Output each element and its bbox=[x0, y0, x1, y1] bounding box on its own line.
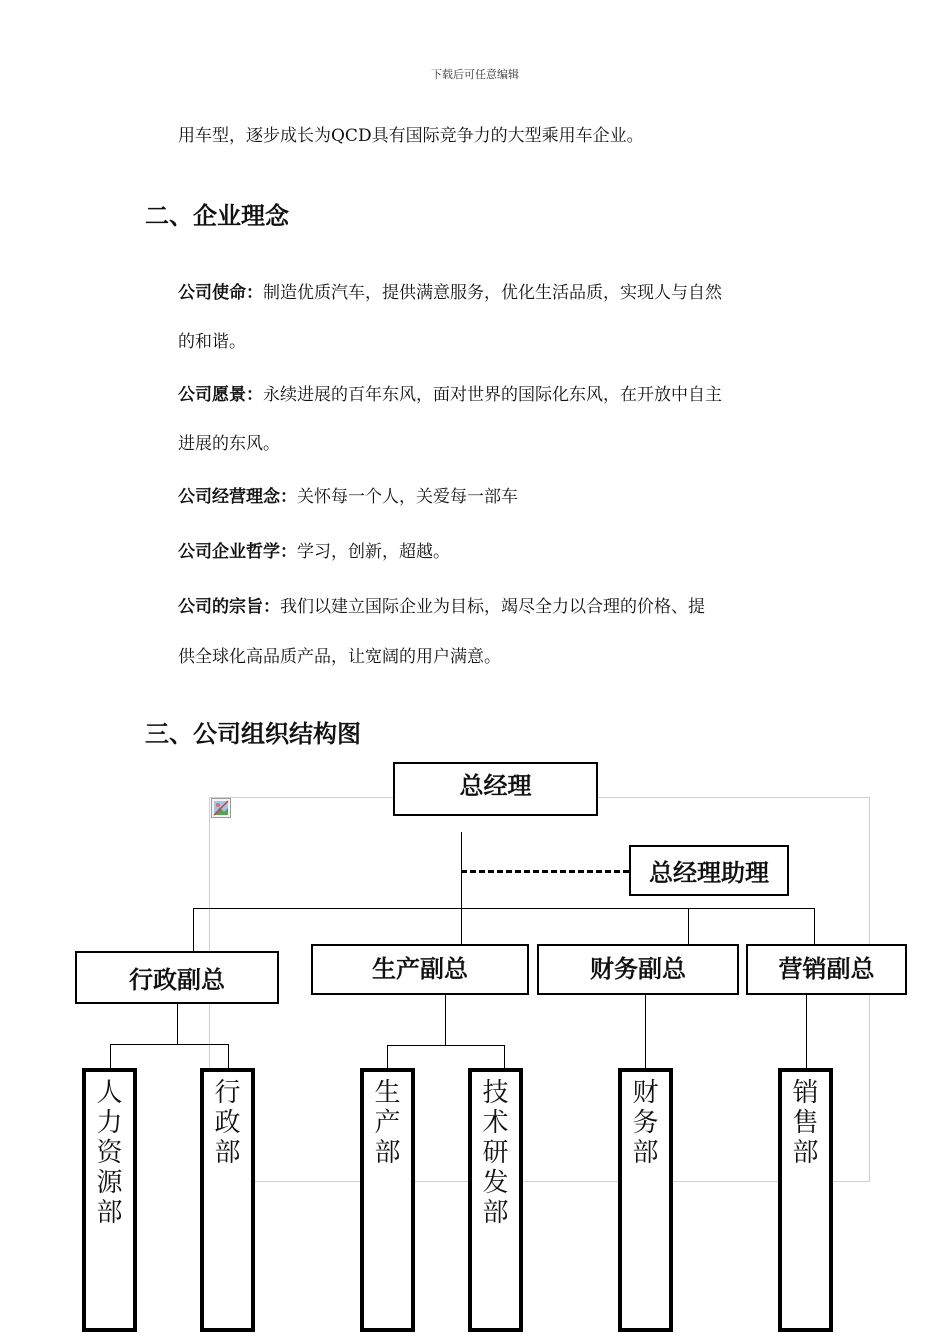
gm-label: 总经理 bbox=[459, 771, 532, 800]
management-label: 公司经营理念： bbox=[178, 487, 297, 507]
dept-admin-label: 行政部 bbox=[214, 1078, 241, 1168]
dept-hr-label: 人力资源部 bbox=[96, 1078, 123, 1228]
vision-line2: 进展的东风。 bbox=[178, 434, 280, 454]
intro-paragraph-tail: 用车型，逐步成长为QCD具有国际竞争力的大型乘用车企业。 bbox=[178, 126, 644, 146]
vp-marketing-drop bbox=[814, 908, 815, 944]
vp-finance-drop bbox=[688, 908, 689, 944]
vp-bus-line bbox=[193, 908, 814, 909]
vp-admin-drop bbox=[193, 908, 194, 951]
gm-box bbox=[393, 762, 598, 816]
vp-finance-box bbox=[537, 944, 739, 995]
production-branch bbox=[387, 1045, 504, 1046]
vp-marketing-box bbox=[746, 944, 907, 995]
mission-line1 bbox=[178, 283, 722, 303]
vision-label: 公司愿景： bbox=[178, 385, 263, 405]
mission-line2: 的和谐。 bbox=[178, 332, 246, 352]
dept-sales-box bbox=[778, 1068, 833, 1332]
dept-admin-box bbox=[200, 1068, 255, 1332]
philosophy-text: 学习，创新，超越。 bbox=[297, 542, 450, 562]
mission-label: 公司使命： bbox=[178, 283, 263, 303]
section-title-org-chart: 三、公司组织结构图 bbox=[145, 720, 361, 748]
rnd-drop bbox=[504, 1045, 505, 1068]
production-stem bbox=[445, 995, 446, 1045]
admin-stem bbox=[177, 1004, 178, 1044]
vp-finance-label: 财务副总 bbox=[590, 955, 686, 983]
vp-marketing-label: 营销副总 bbox=[778, 955, 875, 983]
dept-finance-box bbox=[618, 1068, 673, 1332]
dept-sales-label: 销售部 bbox=[792, 1078, 819, 1168]
philosophy-label: 公司企业哲学： bbox=[178, 542, 297, 562]
section-title-philosophy: 二、企业理念 bbox=[145, 202, 289, 230]
admin-branch bbox=[110, 1044, 228, 1045]
management-text: 关怀每一个人，关爱每一部车 bbox=[297, 487, 518, 507]
finance-stem bbox=[645, 995, 646, 1068]
dept-production-box bbox=[360, 1068, 415, 1332]
mission-text: 制造优质汽车，提供满意服务，优化生活品质，实现人与自然 bbox=[263, 283, 722, 303]
vision-line1 bbox=[178, 385, 722, 405]
purpose-text: 我们以建立国际企业为目标，竭尽全力以合理的价格、提 bbox=[280, 597, 705, 617]
purpose-line1 bbox=[178, 597, 705, 617]
dept-rnd-label: 技术研发部 bbox=[482, 1078, 509, 1228]
vp-admin-box bbox=[75, 951, 279, 1004]
header-note: 下载后可任意编辑 bbox=[431, 68, 519, 81]
assistant-box bbox=[629, 845, 789, 896]
philosophy-line bbox=[178, 542, 450, 562]
hr-drop bbox=[110, 1044, 111, 1068]
dept-rnd-box bbox=[468, 1068, 523, 1332]
admin-dept-drop bbox=[228, 1044, 229, 1068]
vp-production-label: 生产副总 bbox=[372, 955, 468, 983]
assistant-label: 总经理助理 bbox=[649, 859, 769, 887]
dept-hr-box bbox=[82, 1068, 137, 1332]
management-line bbox=[178, 487, 518, 507]
vp-production-drop bbox=[461, 908, 462, 944]
dept-finance-label: 财务部 bbox=[632, 1078, 659, 1168]
purpose-line2: 供全球化高品质产品，让宽阔的用户满意。 bbox=[178, 647, 501, 667]
production-dept-drop bbox=[387, 1045, 388, 1068]
vision-text: 永续进展的百年东风，面对世界的国际化东风，在开放中自主 bbox=[263, 385, 722, 405]
marketing-stem bbox=[806, 995, 807, 1068]
assistant-dashed-link bbox=[461, 870, 629, 873]
vp-admin-label: 行政副总 bbox=[129, 966, 225, 994]
dept-production-label: 生产部 bbox=[374, 1078, 401, 1168]
purpose-label: 公司的宗旨： bbox=[178, 597, 280, 617]
broken-image-icon bbox=[211, 798, 231, 818]
vp-production-box bbox=[311, 944, 529, 995]
